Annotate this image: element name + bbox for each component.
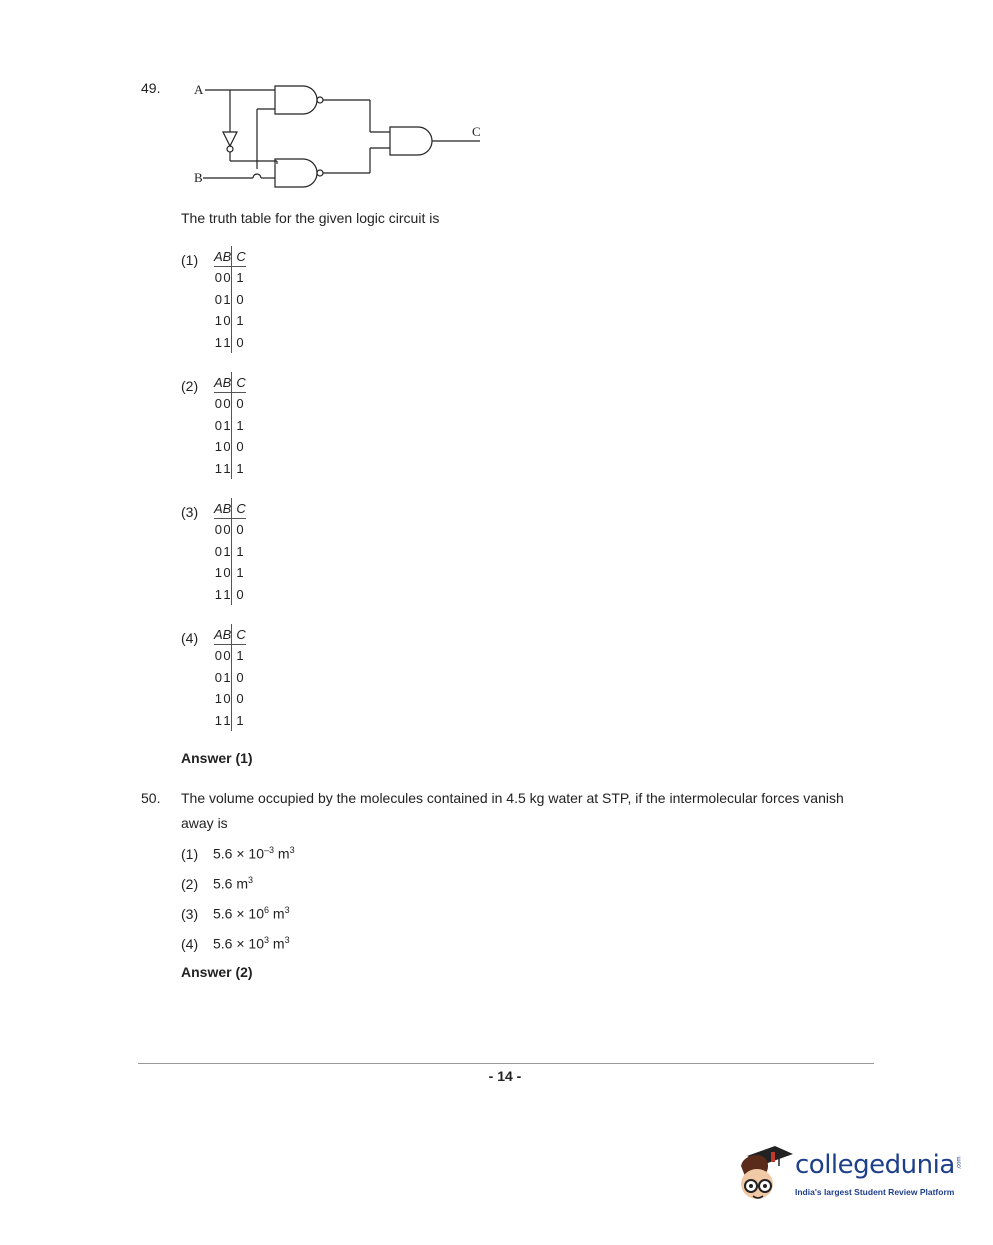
option-label: (2) — [181, 378, 199, 394]
option-label: (1) — [181, 845, 199, 862]
option-label: (1) — [181, 252, 199, 268]
label-c: C — [472, 124, 481, 139]
q50-option-1[interactable]: (1) $5.6 \times 10^{-3}$ $m^3$ — [181, 845, 295, 862]
question-49-text: The truth table for the given logic circuit is — [181, 210, 440, 226]
option-label: (4) — [181, 935, 199, 952]
q50-option-2[interactable]: (2) 5.6 $m^3$ — [181, 875, 254, 892]
footer-divider — [138, 1063, 874, 1064]
q50-option-3[interactable]: (3) $5.6 \times 10^6$ $m^3$ — [181, 905, 290, 922]
collegedunia-mascot-icon — [735, 1138, 795, 1208]
logic-circuit-diagram — [185, 74, 495, 194]
option-label: (3) — [181, 905, 199, 922]
q50-option-4[interactable]: (4) $5.6 \times 10^3$ $m^3$ — [181, 935, 290, 952]
label-b: B — [194, 170, 203, 185]
question-number-50: 50. — [141, 790, 161, 806]
logo-com: .com — [956, 1156, 963, 1170]
question-number-49: 49. — [141, 80, 161, 96]
option-label: (2) — [181, 875, 199, 892]
collegedunia-logo-text[interactable]: collegedunia — [795, 1150, 955, 1180]
label-a: A — [194, 82, 204, 97]
collegedunia-tagline: India's largest Student Review Platform — [795, 1187, 955, 1197]
question-50-text-line1: The volume occupied by the molecules contained in 4.5 kg water at STP, if the intermolecular forces vanish — [181, 790, 844, 806]
option-label: (3) — [181, 504, 199, 520]
answer-50: Answer (2) — [181, 964, 253, 980]
question-50-text-line2: away is — [181, 815, 228, 831]
page-number: - 14 - — [488, 1068, 522, 1084]
answer-49: Answer (1) — [181, 750, 253, 766]
option-label: (4) — [181, 630, 199, 646]
